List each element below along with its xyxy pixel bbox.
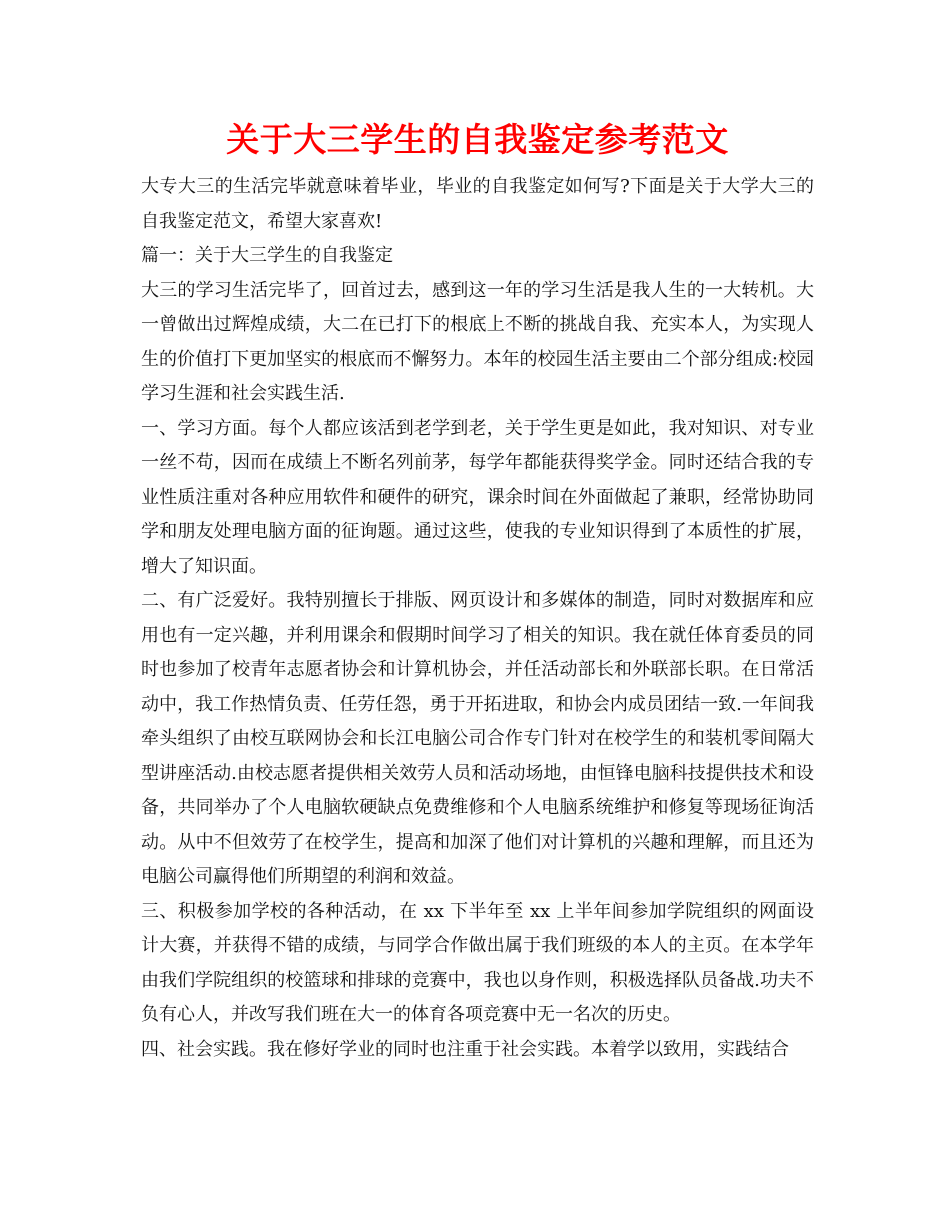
paragraph-interests: 二、有广泛爱好。我特别擅长于排版、网页设计和多媒体的制造，同时对数据库和应用也有一定兴趣，并利用课余和假期时间学习了相关的知识。我在就任体育委员的同时也参加了校青年志愿者协会和计算机协会，并任活动部长和外联部长职。在日常活动中，我工作热情负责、任劳任怨，勇于开拓进取，和协会内成员团结一致.一年间我牵头组织了由校互联网协会和长江电脑公司合作专门针对在校学生的和装机零间隔大型讲座活动.由校志愿者提供相关效劳人员和活动场地，由恒锋电脑科技提供技术和设备，共同举办了个人电脑软硬缺点免费维修和个人电脑系统维护和修复等现场征询活动。从中不但效劳了在校学生，提高和加深了他们对计算机的兴趣和理解，而且还为电脑公司赢得他们所期望的利润和效益。 (141, 590, 814, 887)
paragraph-social-practice: 四、社会实践。我在修好学业的同时也注重于社会实践。本着学以致用，实践结合 (141, 1038, 789, 1060)
paragraph-intro: 大专大三的生活完毕就意味着毕业，毕业的自我鉴定如何写?下面是关于大学大三的自我鉴定范文，希望大家喜欢! (141, 176, 814, 232)
document-title: 关于大三学生的自我鉴定参考范文 (226, 120, 729, 159)
paragraph-activities: 三、积极参加学校的各种活动，在 xx 下半年至 xx 上半年间参加学院组织的网面设计大赛，并获得不错的成绩，与同学合作做出属于我们班级的本人的主页。在本学年由我们学院组织的校篮球和排球的竞赛中，我也以身作则，积极选择队员备战.功夫不负有心人，并改写我们班在大一的体育各项竞赛中无一名次的历史。 (141, 900, 814, 1025)
paragraph-overview: 大三的学习生活完毕了，回首过去，感到这一年的学习生活是我人生的一大转机。大一曾做出过辉煌成绩，大二在已打下的根底上不断的挑战自我、充实本人，为实现人生的价值打下更加坚实的根底而不懈努力。本年的校园生活主要由二个部分组成:校园学习生涯和社会实践生活. (141, 279, 814, 404)
paragraph-study: 一、学习方面。每个人都应该活到老学到老，关于学生更是如此，我对知识、对专业一丝不苟，因而在成绩上不断名列前茅，每学年都能获得奖学金。同时还结合我的专业性质注重对各种应用软件和硬件的研究，课余时间在外面做起了兼职，经常协助同学和朋友处理电脑方面的征询题。通过这些，使我的专业知识得到了本质性的扩展，增大了知识面。 (141, 417, 814, 577)
paragraph-section-heading: 篇一：关于大三学生的自我鉴定 (141, 245, 393, 266)
document-body (141, 170, 814, 1067)
